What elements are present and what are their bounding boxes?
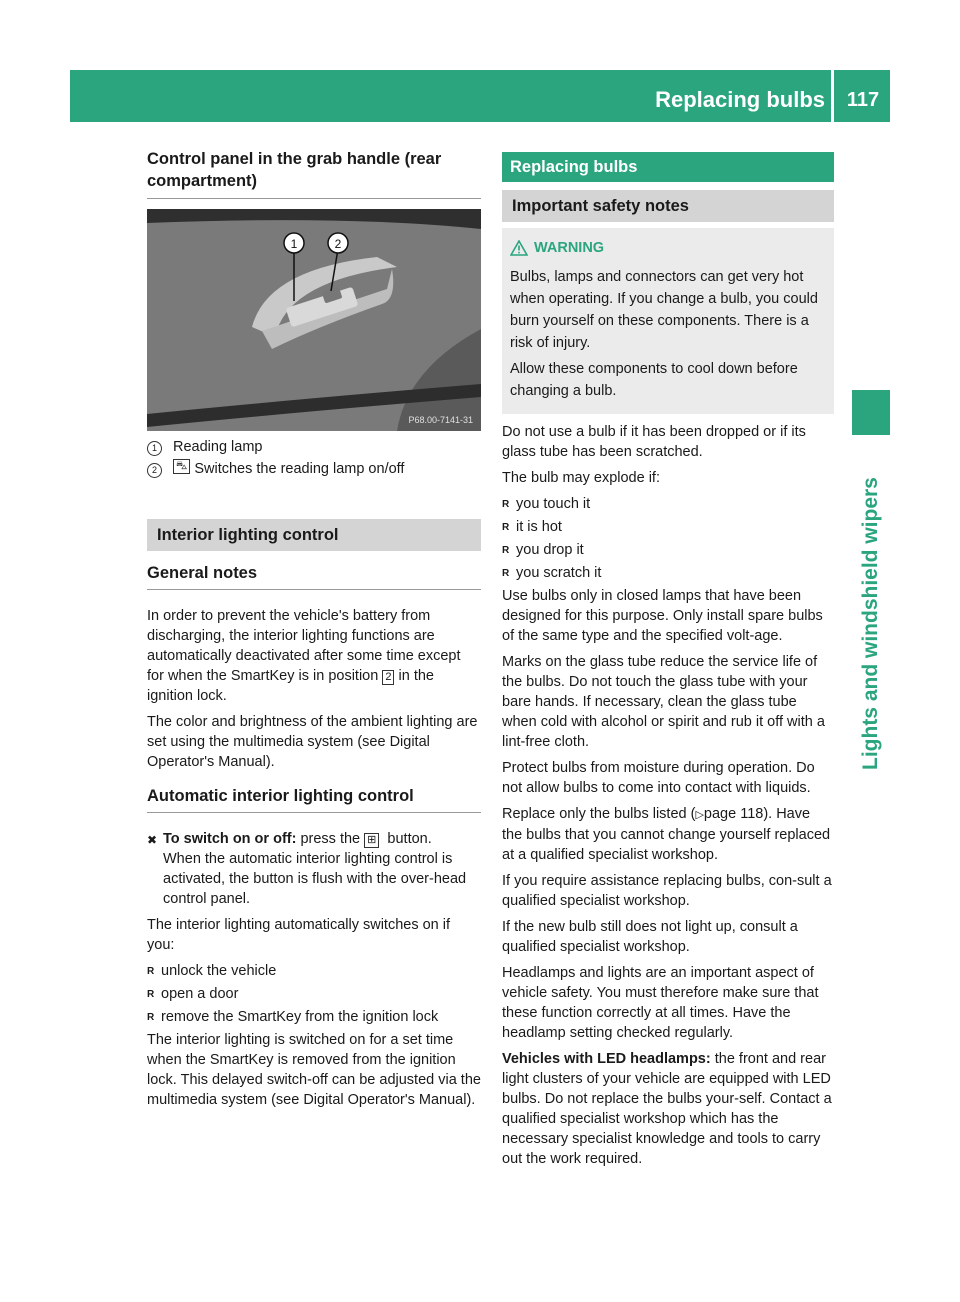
list-item: R unlock the vehicle [147,963,277,979]
paragraph: If the new bulb still does not light up, consult a qualified specialist workshop. [502,919,798,955]
reading-lamp-icon: ⛍ [173,459,190,474]
replacing-bulbs-section-title: Replacing bulbs [502,152,834,182]
list-item: R you touch it [502,496,591,512]
paragraph: If you require assistance replacing bulbs, con-sult a qualified specialist workshop. [502,873,832,909]
ambient-lighting-paragraph: The color and brightness of the ambient lighting are set using the multimedia system (see Digital Operator's Manual). [147,714,478,770]
paragraph: Vehicles with LED headlamps: the front and rear light clusters of your vehicle are equipped with LED bulbs. Do not replace the bulbs your-self. Contact a qualified specialist workshop which has the necessary specialist knowledge and tools to carry out the work required. [502,1051,832,1167]
legend-text: Switches the reading lamp on/off [194,461,405,477]
key-position-icon: 2 [382,670,394,685]
control-panel-heading: Control panel in the grab handle (rear compartment) [147,148,481,199]
paragraph: Replace only the bulbs listed (▷page 118). Have the bulbs that you cannot change yourself replaced at a qualified specialist workshop. [502,806,831,863]
list-item: R you drop it [502,542,584,558]
svg-text:2: 2 [334,237,342,251]
warning-triangle-icon [510,240,528,256]
automatic-lighting-heading: Automatic interior lighting control [147,786,481,813]
header-divider [831,70,834,122]
delayed-switch-off-paragraph: The interior lighting is switched on for a set time when the SmartKey is removed from the ignition lock. This delayed switch-off can be adjusted via the multimedia system (see Digital Operator's Manual). [147,1032,481,1108]
warning-action: Allow these components to cool down before changing a bulb. [510,361,798,399]
list-item: R you scratch it [502,565,602,581]
list-item: R remove the SmartKey from the ignition lock [147,1009,439,1025]
grab-handle-photo [147,209,481,431]
page-ref-arrow-icon: ▷ [695,809,704,821]
interior-light-button-icon: ⊞ [364,833,379,848]
page-number: 117 [846,89,880,111]
paragraph: Marks on the glass tube reduce the service life of the bulbs. Do not touch the glass tube with your bare hands. If necessary, clean the glass tube when cold with alcohol or spirit and rub it off with a lint-free cloth. [502,654,825,750]
warning-header: WARNING [510,238,826,258]
interior-lighting-section-title: Interior lighting control [147,519,481,551]
left-column [147,148,481,1116]
step-detail: When the automatic interior lighting control is activated, the button is flush with the over-head control panel. [163,851,467,907]
general-notes-heading: General notes [147,563,481,590]
step-arrow-icon: ✖ [147,833,158,847]
auto-switch-paragraph: The interior lighting automatically switches on if you: [147,917,451,953]
callout-number: 1 [147,441,162,456]
warning-box [502,228,834,414]
paragraph: Headlamps and lights are an important aspect of vehicle safety. You must therefore make sure that these function correctly at all times. Have the headlamp setting checked regularly. [502,965,819,1041]
paragraph: The bulb may explode if: [502,470,660,486]
list-item: R open a door [147,986,239,1002]
instruction-step: ✖ To switch on or off: press the ⊞ button. When the automatic interior lighting control is activated, the button is flush with the over-head control panel. [147,829,481,909]
legend-text: Reading lamp [173,439,263,455]
svg-text:1: 1 [290,237,298,251]
photo-reference-code: P68.00-7141-31 [408,415,473,425]
general-notes-paragraph: In order to prevent the vehicle's battery from discharging, the interior lighting functions are automatically deactivated after some time except for when the SmartKey is in position 2 in the ignition lock. [147,608,461,704]
paragraph: Protect bulbs from moisture during operation. Do not allow bulbs to come into contact with liquids. [502,760,815,796]
photo-legend [147,437,481,479]
safety-notes-title: Important safety notes [502,190,834,222]
warning-text: Bulbs, lamps and connectors can get very hot when operating. If you change a bulb, you could burn yourself on these components. There is a risk of injury. [510,269,818,351]
callout-number: 2 [147,463,162,478]
legend-item [147,437,481,457]
list-item: R it is hot [502,519,562,535]
paragraph: Use bulbs only in closed lamps that have been designed for this purpose. Only install spare bulbs of the same type and the specified volt-age. [502,588,823,644]
chapter-side-label: Lights and windshield wipers [859,477,882,770]
paragraph: Do not use a bulb if it has been dropped or if its glass tube has been scratched. [502,424,806,460]
page-reference-link[interactable]: page 118 [703,806,764,822]
chapter-tab-marker [852,390,890,435]
running-header-title: Replacing bulbs [655,87,825,112]
legend-item [147,459,481,479]
right-column [502,152,834,1175]
